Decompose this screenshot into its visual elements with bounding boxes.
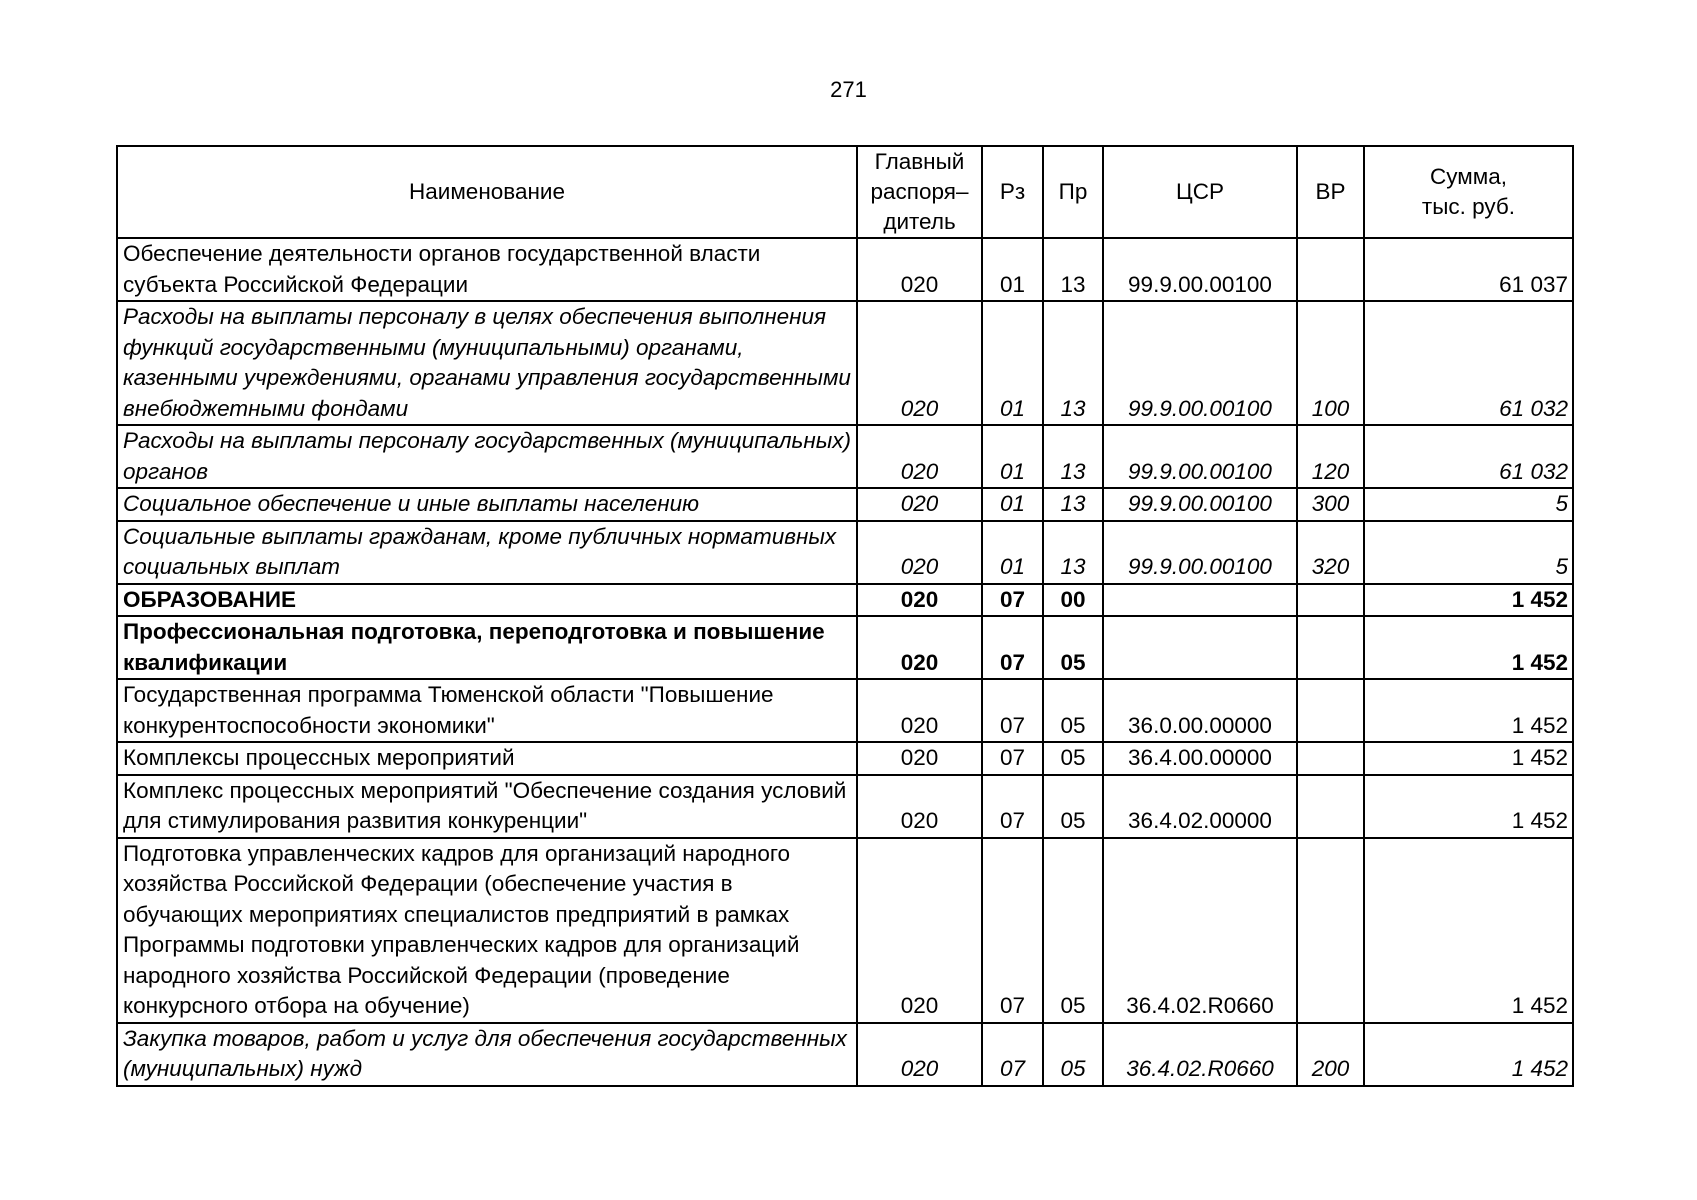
table-row [117, 616, 1573, 679]
row-target-article: 99.9.00.00100 [1103, 238, 1297, 301]
table-row [117, 584, 1573, 617]
header-sum-line-2: тыс. руб. [1421, 194, 1516, 219]
table-header-row [117, 146, 1573, 238]
row-target-article: 99.9.00.00100 [1103, 425, 1297, 488]
row-chief-manager: 020 [857, 775, 982, 838]
row-subsection: 05 [1043, 1023, 1103, 1086]
row-section: 07 [982, 1023, 1043, 1086]
row-chief-manager: 020 [857, 838, 982, 1023]
row-name: Подготовка управленческих кадров для организаций народного хозяйства Российской Федерации (обеспечение участия в обучающих мероприятиях специалистов предприятий в рамках Программы подготовки управленческих кадров для организаций народного хозяйства Российской Федерации (проведение конкурсного отбора на обучение) [117, 838, 857, 1023]
header-subsection: Пр [1043, 146, 1103, 238]
row-subsection: 13 [1043, 238, 1103, 301]
row-chief-manager: 020 [857, 584, 982, 617]
row-subsection: 05 [1043, 742, 1103, 775]
row-section: 01 [982, 425, 1043, 488]
row-target-article: 99.9.00.00100 [1103, 301, 1297, 425]
page-number: 271 [830, 77, 867, 102]
row-section: 01 [982, 238, 1043, 301]
header-chief-manager-line-3: дитель [883, 209, 956, 234]
table-row [117, 775, 1573, 838]
row-section: 07 [982, 775, 1043, 838]
row-name: Профессиональная подготовка, переподготовка и повышение квалификации [117, 616, 857, 679]
row-chief-manager: 020 [857, 679, 982, 742]
row-section: 07 [982, 616, 1043, 679]
row-expense-type [1297, 775, 1364, 838]
header-name: Наименование [117, 146, 857, 238]
row-sum: 5 [1364, 521, 1573, 584]
row-subsection: 00 [1043, 584, 1103, 617]
row-expense-type: 300 [1297, 488, 1364, 521]
row-section: 07 [982, 742, 1043, 775]
row-name: Комплексы процессных мероприятий [117, 742, 857, 775]
row-expense-type [1297, 838, 1364, 1023]
row-target-article: 99.9.00.00100 [1103, 488, 1297, 521]
row-name: Социальное обеспечение и иные выплаты населению [117, 488, 857, 521]
row-expense-type [1297, 742, 1364, 775]
row-subsection: 05 [1043, 838, 1103, 1023]
row-chief-manager: 020 [857, 301, 982, 425]
row-section: 07 [982, 679, 1043, 742]
row-chief-manager: 020 [857, 521, 982, 584]
row-subsection: 05 [1043, 775, 1103, 838]
row-expense-type [1297, 679, 1364, 742]
table-row [117, 521, 1573, 584]
table-row [117, 838, 1573, 1023]
header-target-article: ЦСР [1103, 146, 1297, 238]
row-target-article [1103, 616, 1297, 679]
header-sum-line-1: Сумма, [1430, 164, 1507, 189]
row-chief-manager: 020 [857, 742, 982, 775]
row-expense-type: 120 [1297, 425, 1364, 488]
row-subsection: 05 [1043, 679, 1103, 742]
row-name: ОБРАЗОВАНИЕ [117, 584, 857, 617]
row-sum: 61 032 [1364, 425, 1573, 488]
row-expense-type [1297, 616, 1364, 679]
table-row [117, 742, 1573, 775]
header-chief-manager-line-2: распоря– [870, 179, 969, 204]
row-name: Комплекс процессных мероприятий "Обеспечение создания условий для стимулирования развития конкуренции" [117, 775, 857, 838]
table-row [117, 488, 1573, 521]
table-row [117, 679, 1573, 742]
table-row [117, 238, 1573, 301]
row-sum: 61 037 [1364, 238, 1573, 301]
row-section: 01 [982, 521, 1043, 584]
row-expense-type: 320 [1297, 521, 1364, 584]
row-sum: 1 452 [1364, 616, 1573, 679]
row-name: Государственная программа Тюменской области "Повышение конкурентоспособности экономики" [117, 679, 857, 742]
header-chief-manager-line-1: Главный [874, 149, 965, 174]
row-name: Закупка товаров, работ и услуг для обеспечения государственных (муниципальных) нужд [117, 1023, 857, 1086]
row-chief-manager: 020 [857, 1023, 982, 1086]
row-sum: 1 452 [1364, 838, 1573, 1023]
table-row [117, 1023, 1573, 1086]
row-subsection: 05 [1043, 616, 1103, 679]
row-expense-type [1297, 584, 1364, 617]
row-subsection: 13 [1043, 488, 1103, 521]
row-section: 01 [982, 488, 1043, 521]
row-target-article: 36.4.02.R0660 [1103, 838, 1297, 1023]
table-row [117, 425, 1573, 488]
row-name: Обеспечение деятельности органов государственной власти субъекта Российской Федерации [117, 238, 857, 301]
row-chief-manager: 020 [857, 238, 982, 301]
row-target-article [1103, 584, 1297, 617]
row-chief-manager: 020 [857, 488, 982, 521]
row-expense-type: 100 [1297, 301, 1364, 425]
row-chief-manager: 020 [857, 425, 982, 488]
row-sum: 1 452 [1364, 742, 1573, 775]
row-sum: 1 452 [1364, 775, 1573, 838]
header-section: Рз [982, 146, 1043, 238]
row-section: 07 [982, 838, 1043, 1023]
row-sum: 61 032 [1364, 301, 1573, 425]
row-target-article: 36.4.02.00000 [1103, 775, 1297, 838]
row-target-article: 36.4.00.00000 [1103, 742, 1297, 775]
row-expense-type [1297, 238, 1364, 301]
table-row [117, 301, 1573, 425]
row-sum: 1 452 [1364, 584, 1573, 617]
row-target-article: 36.0.00.00000 [1103, 679, 1297, 742]
header-sum [1364, 146, 1573, 238]
row-sum: 5 [1364, 488, 1573, 521]
budget-table [116, 145, 1574, 1087]
row-subsection: 13 [1043, 521, 1103, 584]
row-subsection: 13 [1043, 301, 1103, 425]
row-chief-manager: 020 [857, 616, 982, 679]
row-name: Расходы на выплаты персоналу в целях обеспечения выполнения функций государственными (муниципальными) органами, казенными учреждениями, органами управления государственными внебюджетными фондами [117, 301, 857, 425]
row-section: 07 [982, 584, 1043, 617]
header-chief-manager [857, 146, 982, 238]
row-name: Расходы на выплаты персоналу государственных (муниципальных) органов [117, 425, 857, 488]
header-expense-type: ВР [1297, 146, 1364, 238]
row-name: Социальные выплаты гражданам, кроме публичных нормативных социальных выплат [117, 521, 857, 584]
row-target-article: 99.9.00.00100 [1103, 521, 1297, 584]
row-subsection: 13 [1043, 425, 1103, 488]
row-section: 01 [982, 301, 1043, 425]
row-expense-type: 200 [1297, 1023, 1364, 1086]
row-target-article: 36.4.02.R0660 [1103, 1023, 1297, 1086]
row-sum: 1 452 [1364, 679, 1573, 742]
row-sum: 1 452 [1364, 1023, 1573, 1086]
